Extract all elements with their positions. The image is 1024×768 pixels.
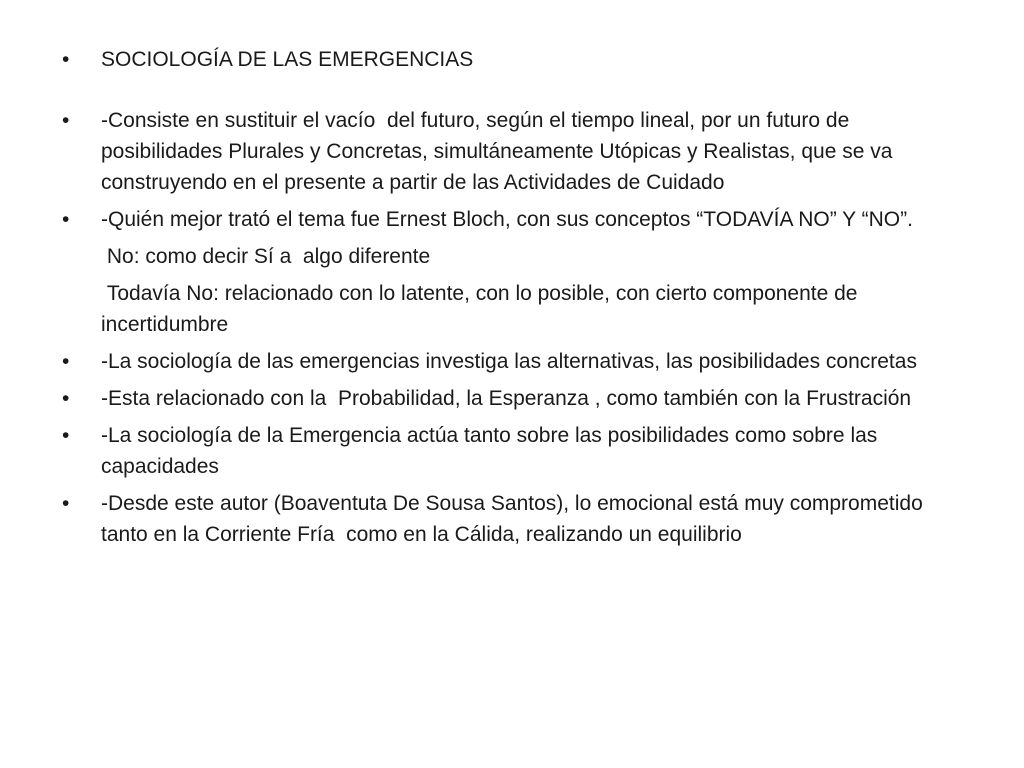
bullet-item-probabilidad — [60, 383, 965, 414]
bullet-text: • -Esta relacionado con la Probabilidad, la Esperanza , como también con la Frustración — [101, 387, 912, 410]
bullet-item-emocional — [60, 488, 965, 550]
sub-item-text: Todavía No: relacionado con lo latente, con lo posible, con cierto componente de incertidumbre — [101, 282, 864, 336]
bullet-text: • -La sociología de la Emergencia actúa tanto sobre las posibilidades como sobre las capacidades — [101, 424, 884, 478]
bullet-text: • SOCIOLOGÍA DE LAS EMERGENCIAS — [101, 48, 474, 71]
bullet-item-alternativas — [60, 346, 965, 377]
bullet-item-bloch — [60, 204, 965, 235]
bullet-text: • -Desde este autor (Boaventuta De Sousa Santos), lo emocional está muy comprometido tanto en la Corriente Fría como en la Cálida, realizando un equilibrio — [101, 492, 935, 546]
slide-body — [60, 44, 965, 550]
bullet-item-capacidades — [60, 420, 965, 482]
sub-item-todavia-no — [60, 278, 965, 340]
bullet-text: • -La sociología de las emergencias investiga las alternativas, las posibilidades concretas — [101, 350, 917, 373]
bullet-item-heading — [60, 44, 965, 75]
bullet-item-definition — [60, 105, 965, 198]
sub-item-text: No: como decir Sí a algo diferente — [101, 245, 431, 268]
sub-item-no — [60, 241, 965, 272]
bullet-text: • -Consiste en sustituir el vacío del futuro, según el tiempo lineal, por un futuro de posibilidades Plurales y Concretas, simultáneamente Utópicas y Realistas, que se va construyendo en el presente a partir de las Actividades de Cuidado — [101, 109, 899, 194]
bullet-text: • -Quién mejor trató el tema fue Ernest Bloch, con sus conceptos “TODAVÍA NO” Y “NO”. — [101, 208, 913, 231]
